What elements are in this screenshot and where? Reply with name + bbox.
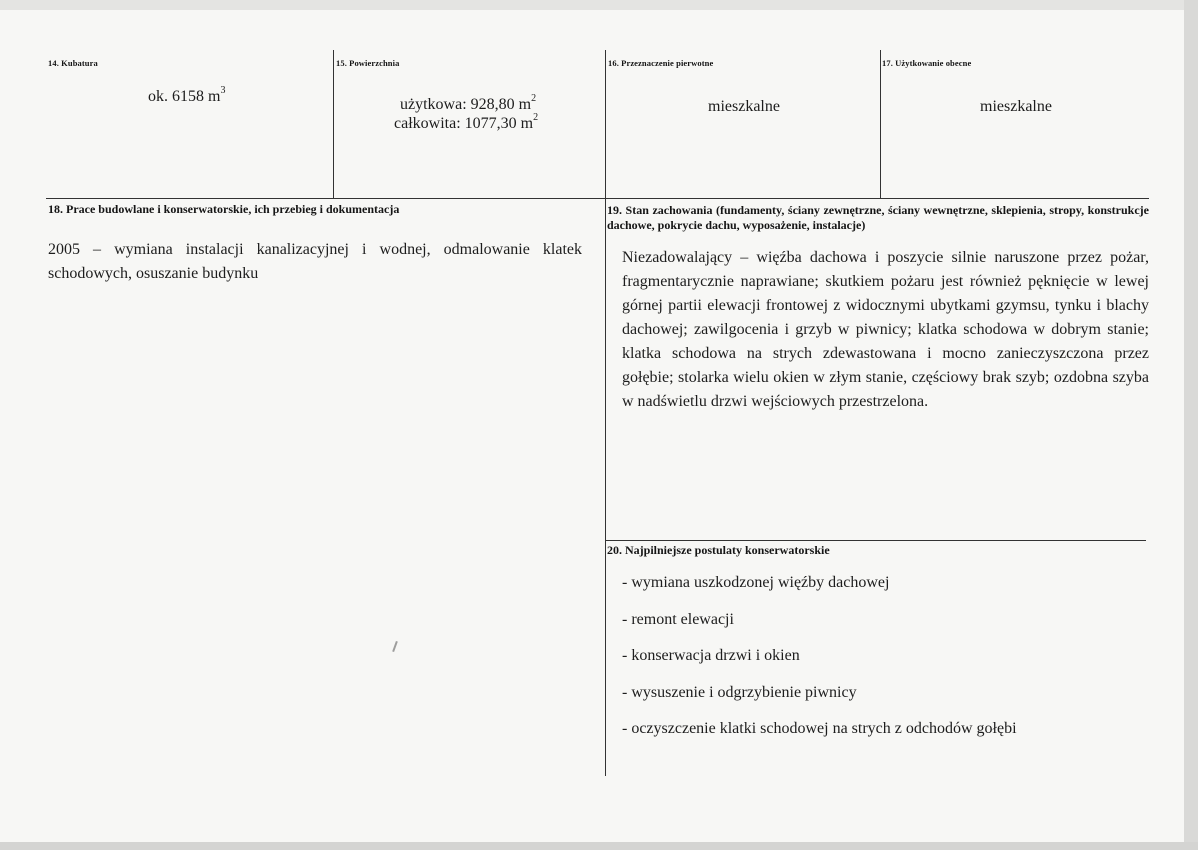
field-15-line2-sup: 2 — [533, 112, 539, 123]
field-17-label: 17. Użytkowanie obecne — [882, 58, 972, 68]
field-17-value: mieszkalne — [980, 98, 1052, 115]
field-19-label: 19. Stan zachowania (fundamenty, ściany zewnętrzne, ściany wewnętrzne, sklepienia, stropy, konstrukcje dachowe, pokrycie dachu, wyposażenie, instalacje) — [607, 203, 1149, 232]
scan-right-edge — [1184, 0, 1198, 850]
field-15-line1 — [400, 93, 537, 114]
field-18-label: 18. Prace budowlane i konserwatorskie, ich przebieg i dokumentacja — [48, 202, 400, 216]
scan-top-edge — [0, 0, 1198, 10]
scan-bottom-edge — [0, 842, 1198, 850]
list-item: - remont elewacji — [622, 610, 734, 628]
list-item: - oczyszczenie klatki schodowej na strych z odchodów gołębi — [622, 720, 1017, 737]
divider-14-15 — [333, 50, 334, 198]
list-item: - wysuszenie i odgrzybienie piwnicy — [622, 683, 857, 701]
field-15-line2 — [394, 112, 539, 133]
list-item: - konserwacja drzwi i okien — [622, 647, 800, 664]
divider-top-row — [46, 198, 1149, 199]
field-18-text: 2005 – wymiana instalacji kanalizacyjnej i wodnej, odmalowanie klatek schodowych, osuszanie budynku — [48, 241, 582, 282]
field-14-unit-sup: 3 — [220, 85, 226, 96]
field-20-label: 20. Najpilniejsze postulaty konserwatorskie — [607, 543, 830, 557]
field-15-line2-text: całkowita: 1077,30 m — [394, 115, 534, 132]
scan-speck — [392, 641, 398, 652]
field-15-line1-sup: 2 — [531, 93, 537, 104]
field-20-list — [622, 571, 1017, 754]
field-14-value-text: ok. 6158 m — [148, 88, 221, 105]
field-14-label: 14. Kubatura — [48, 58, 98, 68]
field-19-text: Niezadowalający – więźba dachowa i poszycie silnie naruszone przez pożar, fragmentarycznie naprawiane; skutkiem pożaru jest również pęknięcie w lewej górnej partii elewacji frontowej z widocznymi ubytkami gzymsu, tynku i blachy dachowej; zawilgocenia i grzyb w piwnicy; klatka schodowa w dobrym stanie; klatka schodowa na strych zdewastowana i mocno zanieczyszczona przez gołębie; stolarka wielu okien w złym stanie, częściowy brak szyb; ozdobna szyba w nadświetlu drzwi wejściowych przestrzelona. — [622, 249, 1149, 410]
list-item: - wymiana uszkodzonej więźby dachowej — [622, 574, 890, 591]
field-15-label: 15. Powierzchnia — [336, 58, 400, 68]
divider-16-17 — [880, 50, 881, 198]
divider-15-16 — [605, 50, 606, 198]
divider-18-19 — [605, 198, 606, 776]
field-16-label: 16. Przeznaczenie pierwotne — [608, 58, 714, 68]
field-14-value — [148, 85, 226, 106]
field-16-value: mieszkalne — [708, 98, 780, 115]
field-15-line1-text: użytkowa: 928,80 m — [400, 96, 532, 113]
divider-19-20 — [605, 540, 1146, 541]
